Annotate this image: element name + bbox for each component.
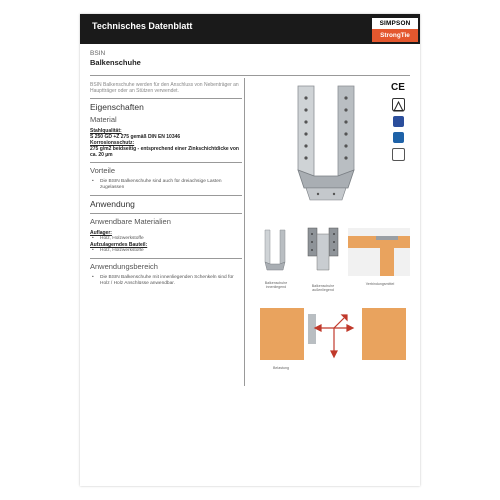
corrosion-label: Korrosionsschutz: [90, 140, 135, 146]
simpson-strongtie-logo [372, 18, 418, 42]
steel-label: Stahlqualität: [90, 128, 122, 134]
hazard-icon [392, 98, 405, 111]
product-image [276, 80, 376, 210]
list-item: • Holz, Holzwerkstoffe [90, 236, 242, 242]
figure-caption: Verbindungsmittel [365, 282, 395, 286]
figure-caption: Balkenschuhe innenliegend [264, 281, 288, 289]
document-title: Technisches Datenblatt [92, 21, 193, 31]
steel-value: S 250 GD +Z 275 gemäß DIN EN 10346 [90, 134, 181, 140]
ce-mark: CE [391, 82, 405, 93]
support-label: Auflager: [90, 230, 112, 236]
corrosion-value: 275 g/m2 beidseitig - entsprechend einer Zinkschichtdicke von ca. 20 µm [90, 146, 239, 158]
area-heading: Anwendungsbereich [90, 262, 158, 271]
attached-label: Aufzulagerndes Bauteil: [90, 242, 148, 248]
advantages-heading: Vorteile [90, 166, 116, 175]
application-heading: Anwendung [90, 199, 135, 209]
figure-caption: Balkenschuhe außenliegend [311, 284, 335, 292]
figure-hanger-inside [262, 228, 288, 278]
list-item: • Holz, Holzwerkstoffe [90, 248, 242, 254]
figure-joint-detail [348, 228, 410, 276]
figure-caption: Belastung [273, 366, 289, 370]
divider [90, 98, 242, 99]
properties-heading: Eigenschaften [90, 102, 144, 112]
divider [90, 162, 242, 163]
materials-heading: Anwendbare Materialien [90, 217, 171, 226]
approval-icon [393, 132, 404, 143]
product-name: Balkenschuhe [90, 58, 141, 67]
divider [90, 258, 242, 259]
divider [90, 195, 242, 196]
product-header [90, 47, 410, 76]
product-code: BSIN [90, 50, 106, 57]
left-column [90, 78, 242, 287]
header-bar [80, 14, 420, 44]
intro-text: BSIN Balkenschuhe werden für den Anschluss von Nebenträger an Hauptträger oder an Stützen verwendet. [90, 82, 239, 94]
logo-brand-top: SIMPSON [372, 18, 418, 29]
dibt-icon [392, 148, 405, 161]
load-diagram [256, 304, 410, 364]
material-heading: Material [90, 115, 117, 124]
certification-badges [386, 82, 410, 161]
list-item: • Die BSIN Balkenschuhe mit innenliegenden Schenkeln sind für Holz / Holz Anschlüsse anwendbar. [90, 275, 242, 287]
logo-brand-bottom: StrongTie [372, 29, 418, 42]
divider [90, 213, 242, 214]
datasheet-page [80, 14, 420, 486]
column-divider [244, 78, 245, 386]
eu-certificate-icon [393, 116, 404, 127]
list-item: • Die BSIN Balkenschuhe sind auch für dreiachsige Lasten zugelassen [90, 179, 242, 191]
figure-hanger-outside [306, 226, 340, 280]
